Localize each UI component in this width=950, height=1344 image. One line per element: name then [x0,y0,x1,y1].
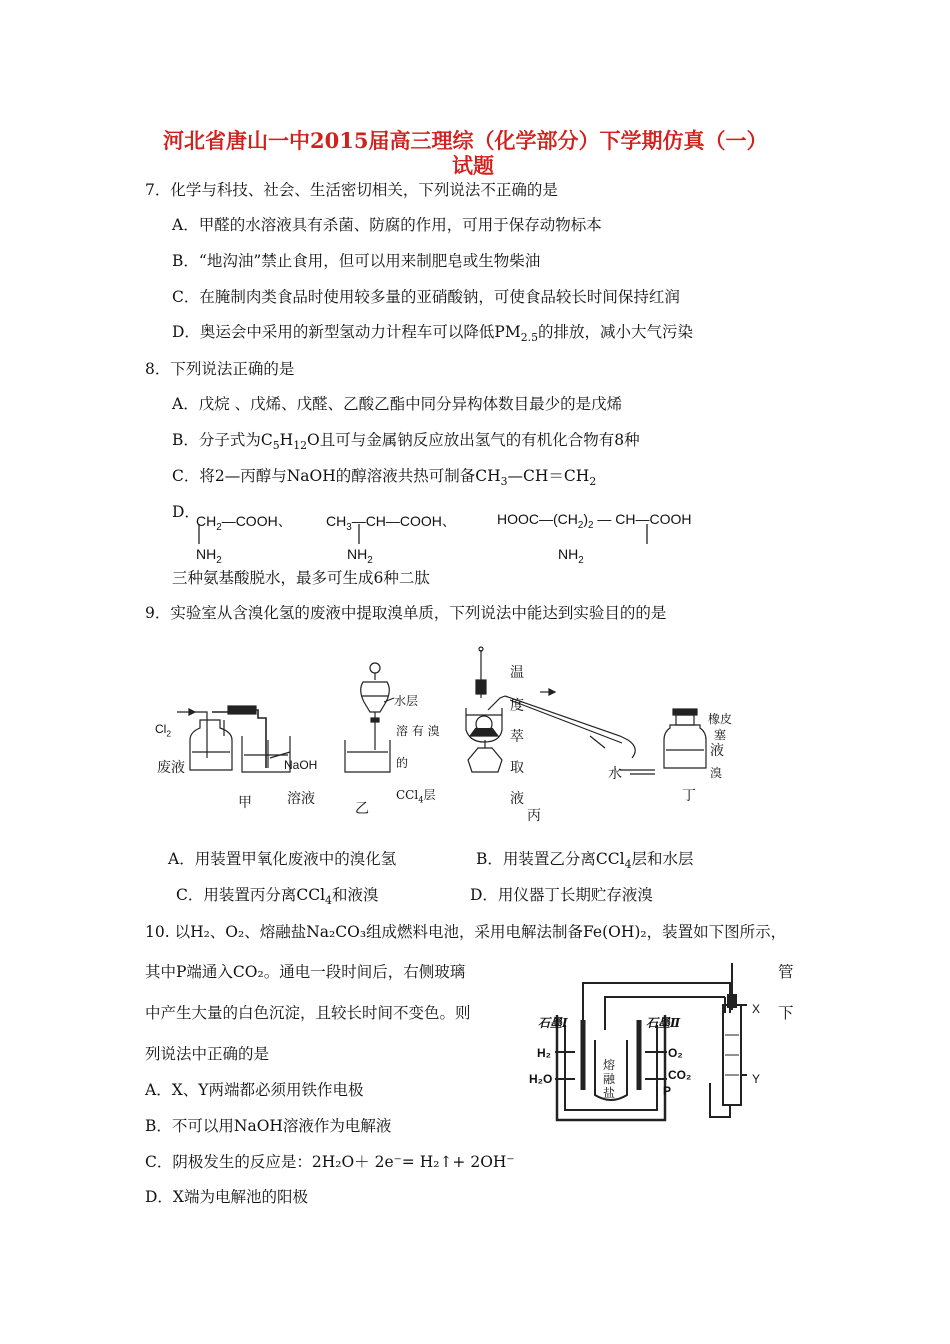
q8-option-c [172,464,596,488]
label-ding: 丁 [682,788,696,804]
q10-option-b: B．不可以用NaOH溶液作为电解液 [145,1117,392,1135]
q9-b-pre: B．用装置乙分离CCl [476,850,625,868]
label-ccl4 [396,786,436,804]
label-graphite-2: 石墨Ⅱ [646,1016,681,1030]
label-ccl4-post: 层 [423,788,436,802]
q10-stem: 10. 以H₂、O₂、熔融盐Na₂CO₃组成燃料电池，采用电解法制备Fe(OH)₂，装置如下图所示， [145,923,787,941]
label-ccl4-sub: 4 [418,794,424,805]
q8-c-pre: C．将2—丙醇与NaOH的醇溶液共热可制备CH [172,467,501,485]
q9-b-post: 层和水层 [631,850,694,868]
label-rong2: 融 [603,1072,616,1086]
nh2-2-pre: NH [347,546,368,562]
label-water-layer: 水层 [394,694,419,708]
q9-c-post: 和液溴 [331,886,379,904]
label-h2: H₂ [537,1046,551,1060]
label-cl2-pre: Cl [155,722,167,736]
f1-pre: CH [196,513,217,529]
q8-stem: 8．下列说法正确的是 [145,360,295,378]
label-ccl4-pre: CCl [396,788,419,802]
q8-c-s1: 3 [500,475,508,489]
label-h2o: H₂O [529,1072,553,1086]
label-o2: O₂ [668,1046,683,1060]
q8-c-s2: 2 [589,475,597,489]
q8-b-mid: H [279,431,294,449]
q8-b-s1: 5 [272,439,280,453]
q9-option-a: A．用装置甲氧化废液中的溴化氢 [168,850,397,868]
label-liquid: 液 [710,743,724,759]
label-wen: 温 [510,665,524,681]
label-rubber: 橡皮 [708,712,733,726]
f1-sub: 2 [216,521,222,533]
q8-option-a: A．戊烷 、戊烯、戊醛、乙酸乙酯中同分异构体数目最少的是戊烯 [172,395,623,413]
f3-pre: HOOC—(CH [497,511,578,527]
q7-option-c: C．在腌制肉类食品时使用较多量的亚硝酸钠，可使食品较长时间保持红润 [172,288,680,306]
q10-apparatus-figure [525,955,785,1130]
q7-d-sub: 2.5 [520,331,538,345]
q7-option-b: B．“地沟油”禁止食用，但可以用来制肥皂或生物柴油 [172,252,541,270]
f3-end: — CH—COOH [593,511,692,527]
q8-option-d-label: D． [172,503,200,521]
nh2-3-sub: 2 [578,554,584,566]
q8-b-s2: 12 [293,439,308,453]
q10-option-d: D．X端为电解池的阳极 [145,1188,308,1206]
label-y: Y [752,1072,761,1086]
f3-sub2: 2 [588,519,594,531]
label-de: 的 [396,756,409,770]
label-cl2-sub: 2 [166,728,172,739]
nh2-3-pre: NH [558,546,579,562]
q8-c-mid: —CH＝CH [507,467,590,485]
label-ye: 液 [510,791,524,807]
q9-b-sub: 4 [624,858,632,872]
q8-d-text: 三种氨基酸脱水，最多可生成6种二肽 [172,569,430,587]
q10-line3: 中产生大量的白色沉淀，且较长时间不变色。则 [145,1004,471,1022]
q9-c-pre: C．用装置丙分离CCl [176,886,326,904]
q10-option-c: C．阴极发生的反应是：2H₂O＋ 2e⁻= H₂↑+ 2OH⁻ [145,1153,515,1171]
page-title: 河北省唐山一中2015届高三理综（化学部分）下学期仿真（一） [163,128,768,153]
q10-line4: 列说法中正确的是 [145,1045,270,1063]
q10-line2: 其中P端通入CO₂。通电一段时间后，右侧玻璃 [145,963,466,981]
q10-option-a: A．X、Y两端都必须用铁作电极 [145,1081,364,1099]
label-x: X [752,1002,761,1016]
q9-apparatus-figure [0,640,950,830]
label-co2: CO₂ [668,1068,692,1082]
q9-option-c [176,883,378,907]
q9-c-sub: 4 [325,894,332,908]
label-naoh: NaOH [284,758,318,772]
q8-option-b [172,428,640,452]
label-qu: 取 [510,760,524,776]
label-sai: 塞 [714,728,727,742]
label-shui: 水 [608,766,622,782]
f1-post: —COOH、 [221,513,292,529]
label-yan: 盐 [603,1086,616,1100]
q9-option-d: D．用仪器丁长期贮存液溴 [470,886,653,904]
q7-option-a: A．甲醛的水溶液具有杀菌、防腐的作用，可用于保存动物标本 [172,216,602,234]
label-graphite-1: 石墨Ⅰ [538,1016,568,1030]
label-du: 度 [510,698,524,714]
nh2-1 [196,546,222,566]
q7-option-d [172,320,693,344]
f2-post: —CH—COOH、 [351,513,456,529]
label-jia: 甲 [238,795,252,811]
f3-post: ) [583,511,589,527]
q10-line2-right: 管 [778,963,794,981]
q9-stem: 9．实验室从含溴化氢的废液中提取溴单质，下列说法中能达到实验目的的是 [145,604,667,622]
nh2-3 [558,546,584,566]
q7-stem: 7．化学与科技、社会、生活密切相关，下列说法不正确的是 [145,181,558,199]
label-yi: 乙 [355,801,369,817]
nh2-1-sub: 2 [216,554,222,566]
q9-option-b [476,847,694,871]
q8-b-pre: B．分子式为C [172,431,273,449]
label-br-soln: 溶 有 溴 [396,724,440,738]
q8-b-post: O且可与金属钠反应放出氢气的有机化合物有8种 [307,431,640,449]
nh2-2-sub: 2 [367,554,373,566]
page-title-line2: 试题 [452,153,494,178]
f3-sub: 2 [577,519,584,531]
label-p: P [663,1084,672,1098]
q10-line3-right: 下 [778,1004,794,1022]
label-cui: 萃 [510,729,524,745]
nh2-1-pre: NH [196,546,217,562]
q7-d-pre: D．奥运会中采用的新型氢动力计程车可以降低PM [172,323,521,341]
label-rong: 熔 [603,1058,616,1072]
label-bromine: 溴 [710,766,723,780]
f2-pre: CH [326,513,347,529]
label-waste: 废液 [157,760,185,776]
q7-d-post: 的排放，减小大气污染 [537,323,693,341]
f2-sub: 3 [346,521,352,533]
nh2-2 [347,546,373,566]
amino-bond-lines [0,520,950,580]
label-cl2 [155,722,171,738]
label-naoh-soln: 溶液 [287,791,315,807]
label-bing: 丙 [527,808,541,824]
